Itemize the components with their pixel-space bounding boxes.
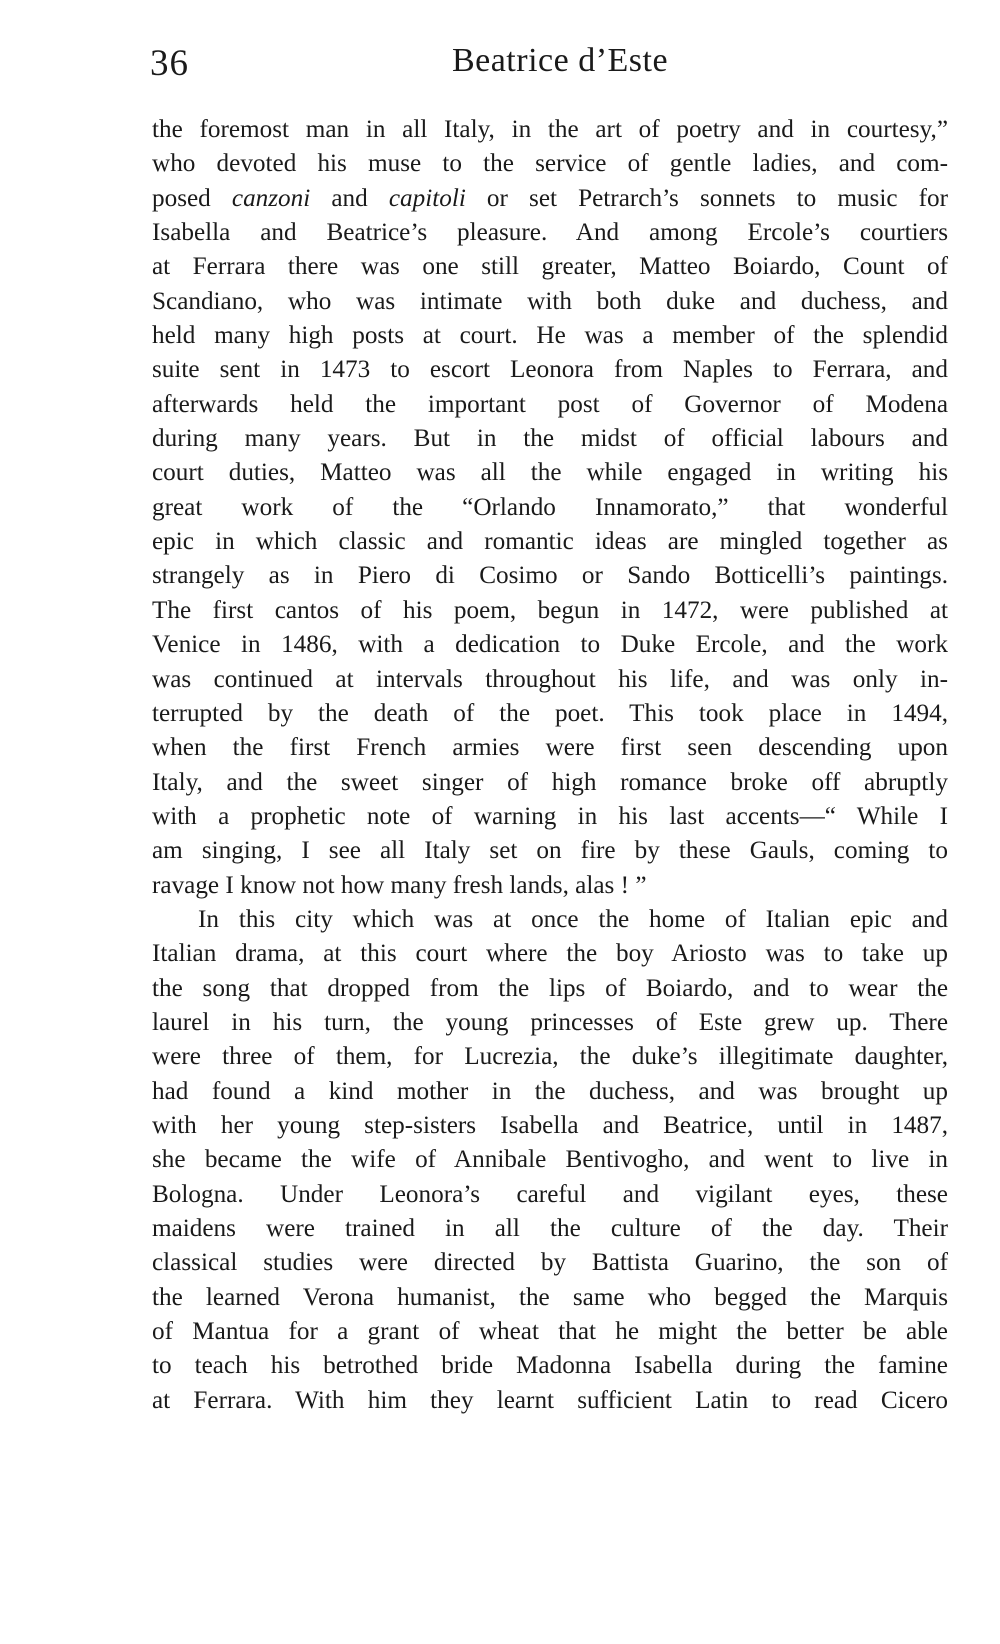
text-line: at Ferrara there was one still greater, Matteo Boiardo, Count of (152, 253, 948, 281)
text-line: with her young step-sisters Isabella and Beatrice, until in 1487, (152, 1111, 948, 1139)
text-line: held many high posts at court. He was a member of the splendid (152, 322, 948, 350)
text-line: were three of them, for Lucrezia, the duke’s illegitimate daughter, (152, 1043, 948, 1071)
text-line: Bologna. Under Leonora’s careful and vigilant eyes, these (152, 1180, 948, 1208)
italic-term: capitoli (388, 184, 466, 212)
body-text (152, 113, 948, 1418)
text-line: of Mantua for a grant of wheat that he might the better be able (152, 1318, 948, 1346)
text-line: epic in which classic and romantic ideas are mingled together as (152, 528, 948, 556)
text-segment: and (310, 184, 389, 212)
text-line: maidens were trained in all the culture of the day. Their (152, 1215, 948, 1242)
text-segment: posed (152, 184, 232, 212)
page-title: Beatrice d’Este (451, 42, 669, 79)
text-line: Isabella and Beatrice’s pleasure. And among Ercole’s courtiers (152, 219, 948, 247)
text-line: ravage I know not how many fresh lands, alas ! ” (152, 871, 647, 899)
text-line: when the first French armies were first seen descending upon (152, 734, 948, 762)
text-line: In this city which was at once the home of Italian epic and (198, 905, 948, 933)
text-line: great work of the “Orlando Innamorato,” that wonderful (152, 493, 948, 521)
text-line: am singing, I see all Italy set on fire by these Gauls, coming to (152, 837, 948, 865)
text-line: who devoted his muse to the service of gentle ladies, and com- (152, 150, 948, 178)
text-line: at Ferrara. With him they learnt sufficient Latin to read Cicero (152, 1386, 948, 1414)
text-line: terrupted by the death of the poet. This took place in 1494, (152, 699, 948, 727)
text-line: the foremost man in all Italy, in the art of poetry and in courtesy,” (152, 116, 948, 143)
text-line: Venice in 1486, with a dedication to Duke Ercole, and the work (152, 631, 948, 659)
text-line (152, 182, 948, 216)
text-line: court duties, Matteo was all the while engaged in writing his (152, 459, 948, 487)
text-line: to teach his betrothed bride Madonna Isabella during the famine (152, 1352, 948, 1380)
text-line: afterwards held the important post of Governor of Modena (152, 390, 948, 418)
text-line: during many years. But in the midst of official labours and (152, 425, 948, 453)
text-line: the song that dropped from the lips of Boiardo, and to wear the (152, 974, 948, 1002)
text-line: with a prophetic note of warning in his last accents—“ While I (152, 802, 948, 830)
page-number: 36 (150, 43, 189, 84)
text-line: laurel in his turn, the young princesses of Este grew up. There (152, 1008, 948, 1036)
text-line: strangely as in Piero di Cosimo or Sando Botticelli’s paintings. (152, 562, 948, 590)
text-line: Italian drama, at this court where the boy Ariosto was to take up (152, 940, 948, 968)
text-line: was continued at intervals throughout his life, and was only in- (152, 665, 948, 693)
text-line: had found a kind mother in the duchess, and was brought up (152, 1077, 948, 1105)
text-line: suite sent in 1473 to escort Leonora from Naples to Ferrara, and (152, 356, 948, 384)
text-segment: or set Petrarch’s sonnets to music for (465, 184, 948, 212)
italic-term: canzoni (231, 184, 311, 212)
text-line: she became the wife of Annibale Bentivogho, and went to live in (152, 1146, 948, 1174)
text-line: classical studies were directed by Battista Guarino, the son of (152, 1249, 948, 1277)
text-line: Italy, and the sweet singer of high romance broke off abruptly (152, 768, 948, 796)
running-head (150, 42, 950, 92)
text-line: The first cantos of his poem, begun in 1472, were published at (152, 596, 948, 624)
text-line: the learned Verona humanist, the same who begged the Marquis (152, 1283, 948, 1311)
text-line: Scandiano, who was intimate with both duke and duchess, and (152, 287, 948, 315)
